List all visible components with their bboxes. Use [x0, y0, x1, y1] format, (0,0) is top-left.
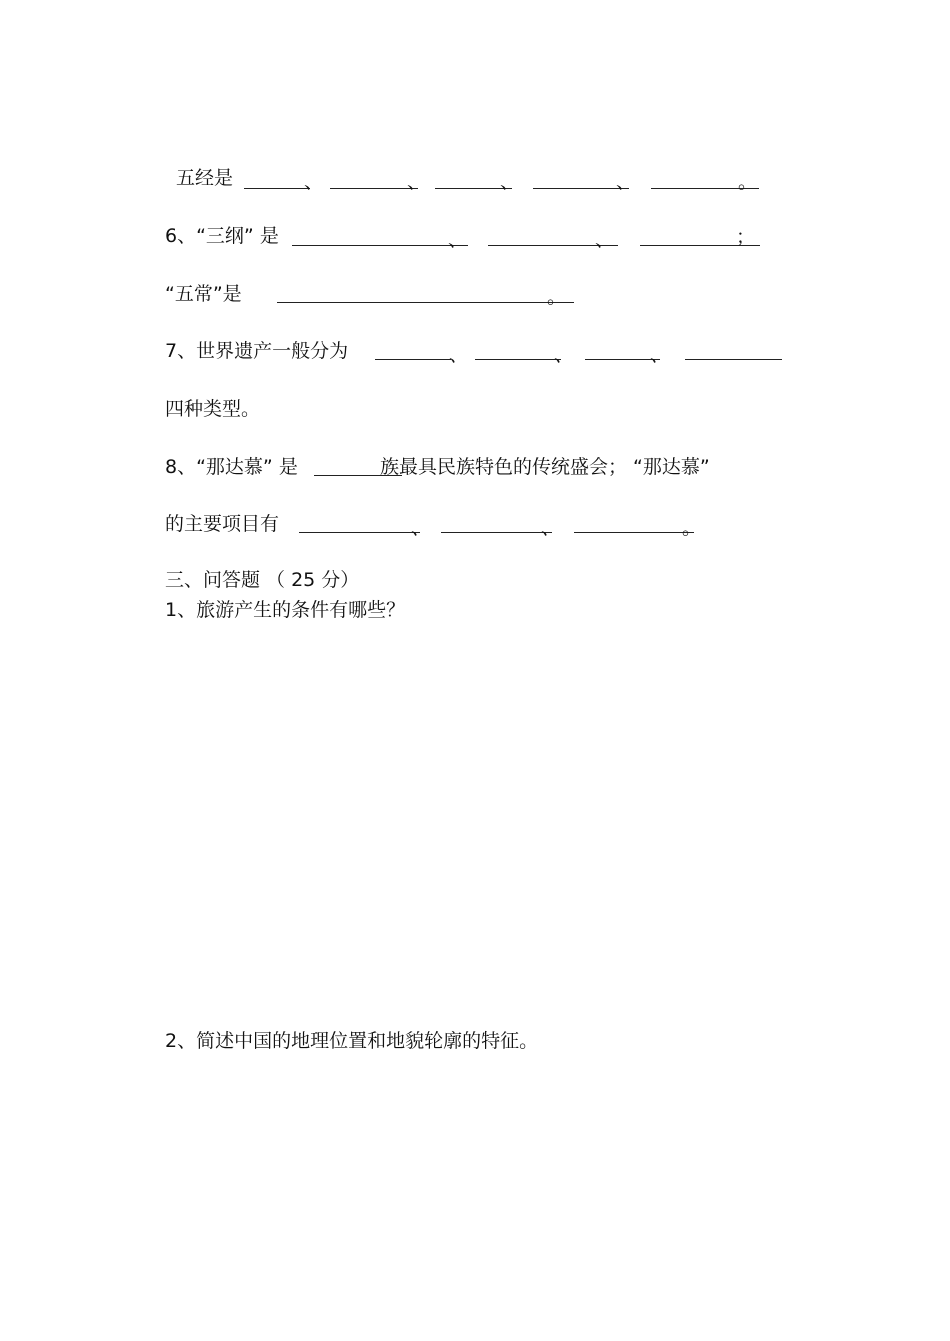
period: 。 — [682, 517, 702, 539]
wujing-label: 五经是 — [176, 167, 234, 189]
period: 。 — [547, 286, 567, 308]
wujing-blank-4[interactable] — [533, 188, 629, 189]
heritage-label: 7、世界遗产一般分为 — [165, 340, 349, 362]
question-2: 2、简述中国的地理位置和地貌轮廓的特征。 — [165, 1030, 539, 1052]
wujing-blank-2[interactable] — [330, 188, 418, 189]
semicolon: ； — [736, 226, 756, 248]
separator: 、 — [595, 229, 615, 251]
naadam-line2-label: 的主要项目有 — [165, 513, 280, 535]
sangang-blank-1[interactable] — [292, 245, 468, 246]
naadam-item-blank-1[interactable] — [299, 532, 420, 533]
heritage-line2: 四种类型。 — [165, 398, 261, 420]
separator: 、 — [407, 171, 427, 193]
section-heading: 三、问答题 （ 25 分） — [165, 569, 360, 591]
question-1: 1、旅游产生的条件有哪些？ — [165, 599, 406, 621]
separator: 、 — [616, 171, 636, 193]
naadam-item-blank-3[interactable] — [574, 532, 694, 533]
separator: 、 — [541, 517, 561, 539]
sangang-label: 6、“三纲” 是 — [165, 225, 279, 247]
naadam-mid-text: 族最具民族特色的传统盛会； “那达慕” — [380, 456, 710, 478]
separator: 、 — [449, 344, 469, 366]
wuchang-label: “五常”是 — [165, 283, 242, 305]
separator: 、 — [448, 229, 468, 251]
heritage-blank-4[interactable] — [685, 359, 782, 360]
heritage-blank-3[interactable] — [585, 359, 660, 360]
heritage-blank-2[interactable] — [475, 359, 561, 360]
separator: 、 — [554, 344, 574, 366]
wujing-blank-1[interactable] — [244, 188, 310, 189]
wuchang-blank[interactable] — [277, 302, 574, 303]
separator: 、 — [411, 517, 431, 539]
separator: 、 — [304, 171, 324, 193]
period: 。 — [738, 171, 758, 193]
naadam-label: 8、“那达慕” 是 — [165, 456, 298, 478]
separator: 、 — [650, 344, 670, 366]
separator: 、 — [500, 171, 520, 193]
heritage-blank-1[interactable] — [375, 359, 451, 360]
naadam-item-blank-2[interactable] — [441, 532, 552, 533]
